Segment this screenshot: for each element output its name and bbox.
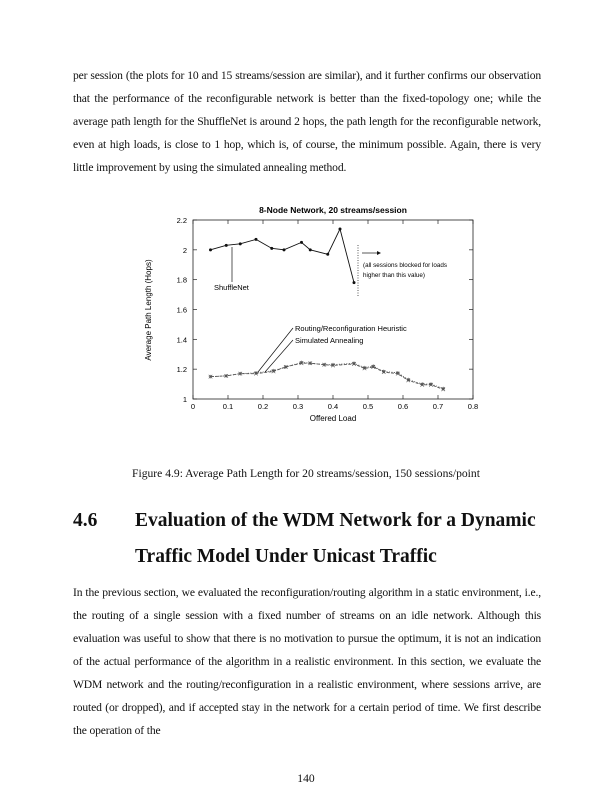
data-point xyxy=(406,379,410,383)
x-tick-label: 0.6 xyxy=(397,402,409,411)
data-point xyxy=(353,281,356,284)
y-tick-label: 1.2 xyxy=(176,365,187,375)
data-point xyxy=(326,253,329,256)
data-point xyxy=(238,372,242,376)
y-tick-label: 2.2 xyxy=(176,216,187,225)
data-point xyxy=(300,361,304,365)
arrowhead-icon xyxy=(377,251,381,255)
data-point xyxy=(284,365,288,369)
data-point xyxy=(308,361,312,365)
series-line-routing-reconfiguration-heuristic xyxy=(211,362,444,388)
x-tick-label: 0.1 xyxy=(222,402,234,411)
annotation-heuristic: Routing/Reconfiguration Heuristic xyxy=(295,324,407,333)
y-tick-label: 1.8 xyxy=(176,275,187,285)
chart-title: 8-Node Network, 20 streams/session xyxy=(259,205,407,215)
data-point xyxy=(441,388,445,392)
data-point xyxy=(352,362,356,366)
data-point xyxy=(331,364,335,368)
data-point xyxy=(224,374,228,378)
data-point xyxy=(308,361,312,365)
data-point xyxy=(331,363,335,367)
data-point xyxy=(300,361,304,365)
data-point xyxy=(322,363,326,367)
data-point xyxy=(309,248,312,251)
x-tick-label: 0.4 xyxy=(327,402,339,411)
data-point xyxy=(209,248,212,251)
data-point xyxy=(420,383,424,387)
data-point xyxy=(284,365,288,369)
data-point xyxy=(382,370,386,374)
x-tick-label: 0.5 xyxy=(362,402,374,411)
annealing-leader xyxy=(265,340,293,372)
data-point xyxy=(371,364,375,368)
data-point xyxy=(363,367,367,371)
figure-caption: Figure 4.9: Average Path Length for 20 streams/session, 150 sessions/point xyxy=(132,467,480,480)
data-point xyxy=(209,375,213,379)
data-point xyxy=(300,241,303,244)
data-point xyxy=(255,238,258,241)
data-point xyxy=(254,372,258,376)
data-point xyxy=(441,387,445,391)
y-tick-label: 2 xyxy=(182,245,187,255)
annotation-annealing: Simulated Annealing xyxy=(295,336,364,345)
data-point xyxy=(396,372,400,376)
y-tick-label: 1.6 xyxy=(176,305,187,315)
series-line-shufflenet xyxy=(211,229,355,283)
annotation-blocked-2: higher than this value) xyxy=(363,272,425,279)
data-point xyxy=(283,248,286,251)
section-title-line1: Evaluation of the WDM Network for a Dynamic xyxy=(135,510,536,531)
data-point xyxy=(371,365,375,369)
data-point xyxy=(238,372,242,376)
data-point xyxy=(396,371,400,375)
data-point xyxy=(239,242,242,245)
x-tick-label: 0.8 xyxy=(467,402,479,411)
intro-paragraph: per session (the plots for 10 and 15 streams/session are similar), and it further confirms our observation that the performance of the reconfigurable network is better than the fixed-topology one; while the average path length for the ShuffleNet is around 2 hops, the path length for the reconfigurable network, even at high loads, is close to 1 hop, which is, of course, the minimum possible. Again, there is very little improvement by using the simulated annealing method. xyxy=(73,69,541,174)
y-tick-label: 1.4 xyxy=(176,335,187,345)
section-title-line2: Traffic Model Under Unicast Traffic xyxy=(135,546,437,567)
page-number: 140 xyxy=(297,772,315,785)
heuristic-leader xyxy=(258,328,293,372)
data-point xyxy=(382,370,386,374)
data-point xyxy=(209,375,213,379)
data-point xyxy=(339,227,342,230)
plot-frame xyxy=(193,220,473,399)
data-point xyxy=(272,369,276,373)
data-point xyxy=(254,371,258,375)
data-point xyxy=(224,374,228,378)
data-point xyxy=(420,382,424,386)
data-point xyxy=(270,247,273,250)
x-tick-label: 0.7 xyxy=(432,402,444,411)
x-tick-label: 0.2 xyxy=(257,402,269,411)
x-tick-label: 0 xyxy=(190,402,196,411)
data-point xyxy=(406,378,410,382)
section-heading xyxy=(73,503,553,575)
section-body-paragraph: In the previous section, we evaluated the reconfiguration/routing algorithm in a static environment, i.e., the routing of a single session with a fixed number of streams on an idle network. Although this evaluation was useful to show that there is no motivation to pursue the optimum, it is not an indication of the actual performance of the algorithm in a realistic environment. In this section, we evaluate the WDM network and the routing/reconfiguration in a realistic environment, where sessions arrive, are routed (or dropped), and if accepted stay in the network for a certain period of time. We first describe the operation of the xyxy=(73,586,541,737)
series-line-simulated-annealing xyxy=(211,363,444,389)
data-point xyxy=(429,382,433,386)
x-tick-label: 0.3 xyxy=(292,402,304,411)
annotation-blocked-1: (all sessions blocked for loads xyxy=(363,262,447,269)
data-point xyxy=(322,363,326,367)
y-axis-label: Average Path Length (Hops) xyxy=(144,259,153,361)
y-tick-label: 1 xyxy=(182,395,187,404)
data-point xyxy=(225,244,228,247)
data-point xyxy=(429,383,433,387)
data-point xyxy=(352,361,356,365)
data-point xyxy=(363,366,367,370)
section-number: 4.6 xyxy=(73,510,98,531)
x-axis-label: Offered Load xyxy=(309,414,357,423)
data-point xyxy=(272,370,276,374)
annotation-shufflenet: ShuffleNet xyxy=(214,283,249,292)
